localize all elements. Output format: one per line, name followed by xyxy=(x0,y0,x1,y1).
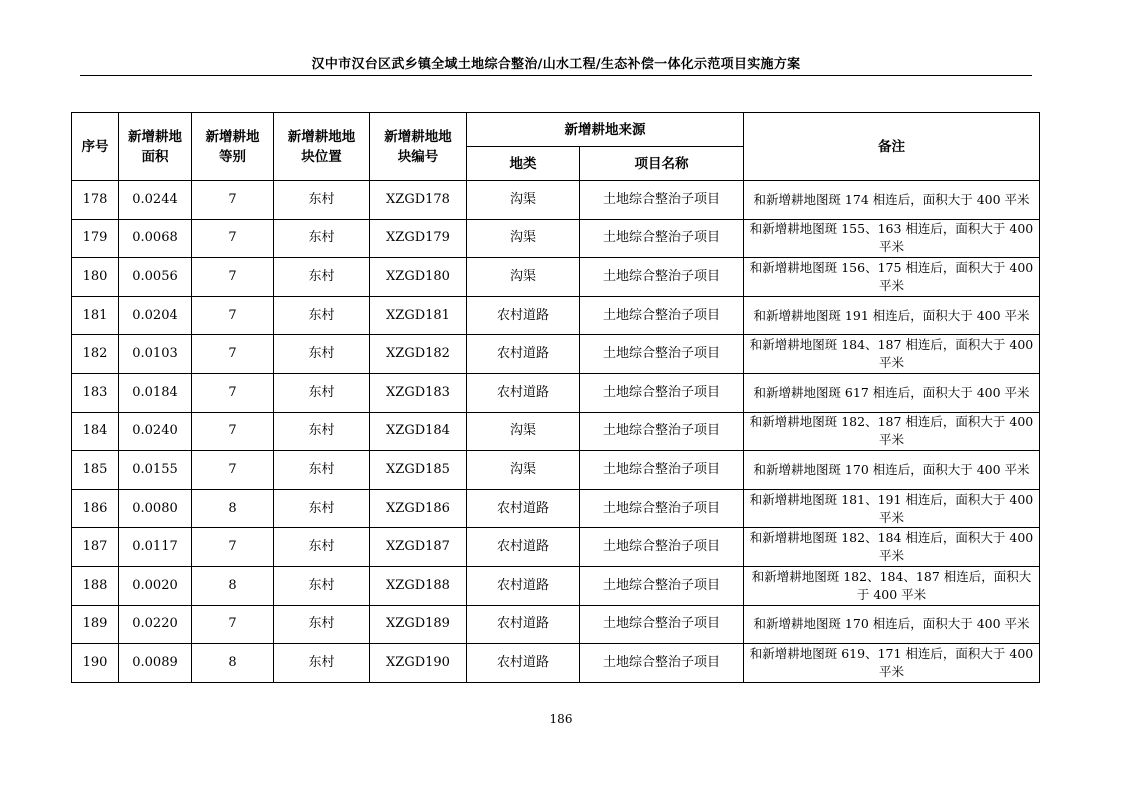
cell-land-type: 农村道路 xyxy=(467,528,580,567)
header-remark: 备注 xyxy=(744,113,1040,181)
header-code-text: 新增耕地地块编号 xyxy=(384,128,452,165)
header-location-text: 新增耕地地块位置 xyxy=(287,128,356,165)
cell-seq: 181 xyxy=(72,296,119,335)
table-row xyxy=(72,528,1040,567)
cell-grade: 7 xyxy=(192,296,274,335)
header-seq: 序号 xyxy=(72,113,119,181)
cell-land-type: 沟渠 xyxy=(467,412,580,451)
cell-project-name: 土地综合整治子项目 xyxy=(580,219,744,258)
running-header: 汉中市汉台区武乡镇全域土地综合整治/山水工程/生态补偿一体化示范项目实施方案 xyxy=(311,57,801,72)
cell-grade: 7 xyxy=(192,412,274,451)
cell-area: 0.0204 xyxy=(119,296,192,335)
table-row xyxy=(72,258,1040,297)
cell-location: 东村 xyxy=(274,489,370,528)
cell-code: XZGD190 xyxy=(370,644,467,683)
cell-remark: 和新增耕地图斑 619、171 相连后，面积大于 400 平米 xyxy=(744,644,1040,683)
cell-remark: 和新增耕地图斑 182、187 相连后，面积大于 400 平米 xyxy=(744,412,1040,451)
header-source-group: 新增耕地来源 xyxy=(467,113,744,147)
cell-seq: 186 xyxy=(72,489,119,528)
cell-seq: 190 xyxy=(72,644,119,683)
cell-code: XZGD184 xyxy=(370,412,467,451)
table-row xyxy=(72,181,1040,220)
cell-grade: 8 xyxy=(192,644,274,683)
cell-grade: 7 xyxy=(192,335,274,374)
cell-grade: 7 xyxy=(192,258,274,297)
cell-location: 东村 xyxy=(274,335,370,374)
new-cultivated-land-table xyxy=(71,112,1040,683)
cell-remark: 和新增耕地图斑 617 相连后，面积大于 400 平米 xyxy=(744,373,1040,412)
header-project-name: 项目名称 xyxy=(580,147,744,181)
cell-grade: 7 xyxy=(192,219,274,258)
cell-grade: 7 xyxy=(192,373,274,412)
cell-code: XZGD178 xyxy=(370,181,467,220)
cell-remark: 和新增耕地图斑 174 相连后，面积大于 400 平米 xyxy=(744,181,1040,220)
cell-location: 东村 xyxy=(274,258,370,297)
header-area xyxy=(119,113,192,181)
cell-code: XZGD186 xyxy=(370,489,467,528)
cell-land-type: 农村道路 xyxy=(467,373,580,412)
cell-land-type: 农村道路 xyxy=(467,335,580,374)
cell-remark: 和新增耕地图斑 181、191 相连后，面积大于 400 平米 xyxy=(744,489,1040,528)
cell-remark: 和新增耕地图斑 184、187 相连后，面积大于 400 平米 xyxy=(744,335,1040,374)
cell-seq: 178 xyxy=(72,181,119,220)
cell-location: 东村 xyxy=(274,296,370,335)
cell-project-name: 土地综合整治子项目 xyxy=(580,451,744,490)
cell-area: 0.0220 xyxy=(119,605,192,644)
header-location xyxy=(274,113,370,181)
header-area-text: 新增耕地面积 xyxy=(127,128,182,165)
cell-seq: 180 xyxy=(72,258,119,297)
cell-area: 0.0089 xyxy=(119,644,192,683)
table-row xyxy=(72,566,1040,605)
cell-location: 东村 xyxy=(274,644,370,683)
table-row xyxy=(72,335,1040,374)
cell-project-name: 土地综合整治子项目 xyxy=(580,566,744,605)
cell-code: XZGD185 xyxy=(370,451,467,490)
table-row xyxy=(72,644,1040,683)
cell-land-type: 农村道路 xyxy=(467,489,580,528)
cell-project-name: 土地综合整治子项目 xyxy=(580,258,744,297)
cell-project-name: 土地综合整治子项目 xyxy=(580,528,744,567)
cell-land-type: 农村道路 xyxy=(467,566,580,605)
cell-seq: 185 xyxy=(72,451,119,490)
cell-land-type: 沟渠 xyxy=(467,258,580,297)
cell-land-type: 农村道路 xyxy=(467,605,580,644)
cell-code: XZGD181 xyxy=(370,296,467,335)
cell-code: XZGD189 xyxy=(370,605,467,644)
cell-code: XZGD180 xyxy=(370,258,467,297)
cell-area: 0.0080 xyxy=(119,489,192,528)
cell-project-name: 土地综合整治子项目 xyxy=(580,181,744,220)
cell-remark: 和新增耕地图斑 191 相连后，面积大于 400 平米 xyxy=(744,296,1040,335)
cell-area: 0.0155 xyxy=(119,451,192,490)
cell-area: 0.0184 xyxy=(119,373,192,412)
cell-seq: 187 xyxy=(72,528,119,567)
header-grade-text: 新增耕地等别 xyxy=(205,128,260,165)
cell-grade: 7 xyxy=(192,451,274,490)
cell-area: 0.0240 xyxy=(119,412,192,451)
cell-code: XZGD179 xyxy=(370,219,467,258)
cell-grade: 7 xyxy=(192,528,274,567)
cell-area: 0.0056 xyxy=(119,258,192,297)
header-land-type: 地类 xyxy=(467,147,580,181)
cell-project-name: 土地综合整治子项目 xyxy=(580,296,744,335)
cell-project-name: 土地综合整治子项目 xyxy=(580,335,744,374)
cell-remark: 和新增耕地图斑 156、175 相连后，面积大于 400 平米 xyxy=(744,258,1040,297)
cell-grade: 7 xyxy=(192,181,274,220)
cell-land-type: 沟渠 xyxy=(467,181,580,220)
cell-code: XZGD188 xyxy=(370,566,467,605)
cell-project-name: 土地综合整治子项目 xyxy=(580,644,744,683)
cell-area: 0.0117 xyxy=(119,528,192,567)
cell-area: 0.0103 xyxy=(119,335,192,374)
header-rule xyxy=(80,75,1032,76)
cell-project-name: 土地综合整治子项目 xyxy=(580,489,744,528)
cell-remark: 和新增耕地图斑 170 相连后，面积大于 400 平米 xyxy=(744,451,1040,490)
cell-code: XZGD183 xyxy=(370,373,467,412)
cell-area: 0.0244 xyxy=(119,181,192,220)
cell-remark: 和新增耕地图斑 170 相连后，面积大于 400 平米 xyxy=(744,605,1040,644)
cell-location: 东村 xyxy=(274,566,370,605)
table-row xyxy=(72,412,1040,451)
cell-grade: 8 xyxy=(192,489,274,528)
cell-location: 东村 xyxy=(274,528,370,567)
cell-code: XZGD182 xyxy=(370,335,467,374)
table-body xyxy=(72,181,1040,683)
page-number: 186 xyxy=(549,712,573,726)
cell-seq: 188 xyxy=(72,566,119,605)
cell-project-name: 土地综合整治子项目 xyxy=(580,605,744,644)
table-row xyxy=(72,296,1040,335)
cell-location: 东村 xyxy=(274,181,370,220)
cell-land-type: 沟渠 xyxy=(467,219,580,258)
cell-location: 东村 xyxy=(274,451,370,490)
cell-seq: 182 xyxy=(72,335,119,374)
cell-remark: 和新增耕地图斑 182、184、187 相连后，面积大于 400 平米 xyxy=(744,566,1040,605)
cell-seq: 179 xyxy=(72,219,119,258)
cell-seq: 183 xyxy=(72,373,119,412)
cell-location: 东村 xyxy=(274,373,370,412)
table-row xyxy=(72,489,1040,528)
cell-location: 东村 xyxy=(274,219,370,258)
cell-remark: 和新增耕地图斑 182、184 相连后，面积大于 400 平米 xyxy=(744,528,1040,567)
table-row xyxy=(72,451,1040,490)
cell-area: 0.0068 xyxy=(119,219,192,258)
cell-land-type: 农村道路 xyxy=(467,644,580,683)
cell-land-type: 农村道路 xyxy=(467,296,580,335)
cell-remark: 和新增耕地图斑 155、163 相连后，面积大于 400 平米 xyxy=(744,219,1040,258)
cell-code: XZGD187 xyxy=(370,528,467,567)
cell-seq: 184 xyxy=(72,412,119,451)
cell-land-type: 沟渠 xyxy=(467,451,580,490)
header-grade xyxy=(192,113,274,181)
table-row xyxy=(72,373,1040,412)
cell-project-name: 土地综合整治子项目 xyxy=(580,373,744,412)
table-row xyxy=(72,605,1040,644)
table-header-row xyxy=(72,113,1040,147)
header-code xyxy=(370,113,467,181)
cell-area: 0.0020 xyxy=(119,566,192,605)
cell-grade: 7 xyxy=(192,605,274,644)
cell-location: 东村 xyxy=(274,412,370,451)
cell-seq: 189 xyxy=(72,605,119,644)
cell-grade: 8 xyxy=(192,566,274,605)
cell-location: 东村 xyxy=(274,605,370,644)
table-row xyxy=(72,219,1040,258)
cell-project-name: 土地综合整治子项目 xyxy=(580,412,744,451)
